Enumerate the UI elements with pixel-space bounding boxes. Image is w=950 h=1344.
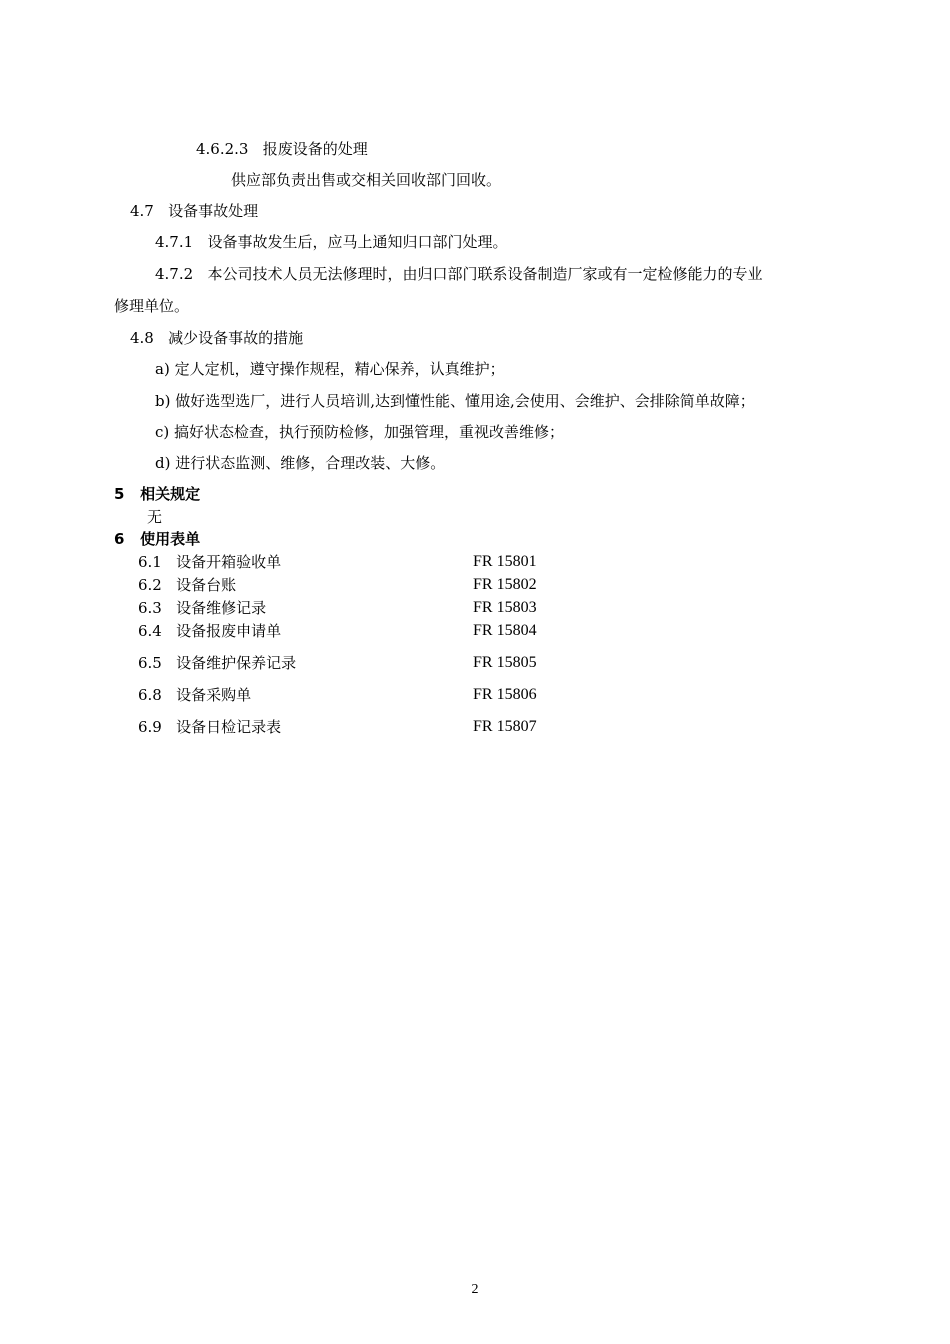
form-name: 设备采购单 [176,686,252,704]
form-number: 6.9 [138,718,162,736]
form-row [138,575,558,595]
list-item [155,453,445,473]
paragraph-4-7-1 [155,232,508,252]
form-code: FR 15801 [473,553,537,570]
form-code: FR 15803 [473,599,537,616]
form-name: 设备开箱验收单 [176,553,282,571]
section-title: 减少设备事故的措施 [168,329,304,347]
form-code: FR 15802 [473,576,537,593]
form-number: 6.4 [138,622,162,640]
form-row [138,717,558,737]
list-label: b) [155,392,171,410]
list-text: 做好选型选厂，进行人员培训,达到懂性能、懂用途,会使用、会维护、会排除简单故障； [175,392,755,410]
section-5-body: 无 [147,508,163,526]
form-number: 6.2 [138,576,162,594]
form-code: FR 15805 [473,654,537,671]
section-number: 4.8 [130,329,154,347]
form-name: 设备维修记录 [176,599,267,617]
form-number: 6.8 [138,686,162,704]
section-title: 报废设备的处理 [262,140,368,158]
paragraph-4-7-2-continued: 修理单位。 [114,297,190,315]
list-text: 搞好状态检查，执行预防检修，加强管理，重视改善维修； [174,423,565,441]
section-number: 4.7 [130,202,154,220]
section-number: 4.6.2.3 [196,140,249,158]
list-text: 定人定机，遵守操作规程，精心保养，认真维护； [174,360,505,378]
form-number: 6.1 [138,553,162,571]
paragraph-4-7-2 [155,264,763,284]
page-number: 2 [471,1282,479,1297]
form-name: 设备维护保养记录 [176,654,297,672]
section-number: 4.7.2 [155,265,194,283]
list-label: c) [155,423,170,441]
section-title: 使用表单 [140,530,201,548]
section-number: 4.7.1 [155,233,194,251]
form-name: 设备日检记录表 [176,718,282,736]
form-name: 设备台账 [176,576,237,594]
heading-4-6-2-3 [196,139,368,159]
list-item [155,391,755,411]
form-code: FR 15806 [473,686,537,703]
heading-5 [114,484,200,504]
form-number: 6.3 [138,599,162,617]
heading-4-7 [130,201,258,221]
section-text: 设备事故发生后，应马上通知归口部门处理。 [207,233,508,251]
section-number: 6 [114,530,125,548]
form-code: FR 15804 [473,622,537,639]
form-name: 设备报废申请单 [176,622,282,640]
form-row [138,621,558,641]
form-row [138,685,558,705]
list-label: a) [155,360,170,378]
list-text: 进行状态监测、维修，合理改装、大修。 [175,454,446,472]
section-number: 5 [114,485,125,503]
form-row [138,552,558,572]
section-title: 相关规定 [140,485,201,503]
list-item [155,359,505,379]
list-label: d) [155,454,171,472]
list-item [155,422,564,442]
form-code: FR 15807 [473,718,537,735]
paragraph-4-6-2-3: 供应部负责出售或交相关回收部门回收。 [231,171,502,189]
form-number: 6.5 [138,654,162,672]
form-row [138,653,558,673]
section-text: 本公司技术人员无法修理时，由归口部门联系设备制造厂家或有一定检修能力的专业 [207,265,763,283]
heading-4-8 [130,328,303,348]
section-title: 设备事故处理 [168,202,259,220]
form-row [138,598,558,618]
heading-6 [114,529,200,549]
